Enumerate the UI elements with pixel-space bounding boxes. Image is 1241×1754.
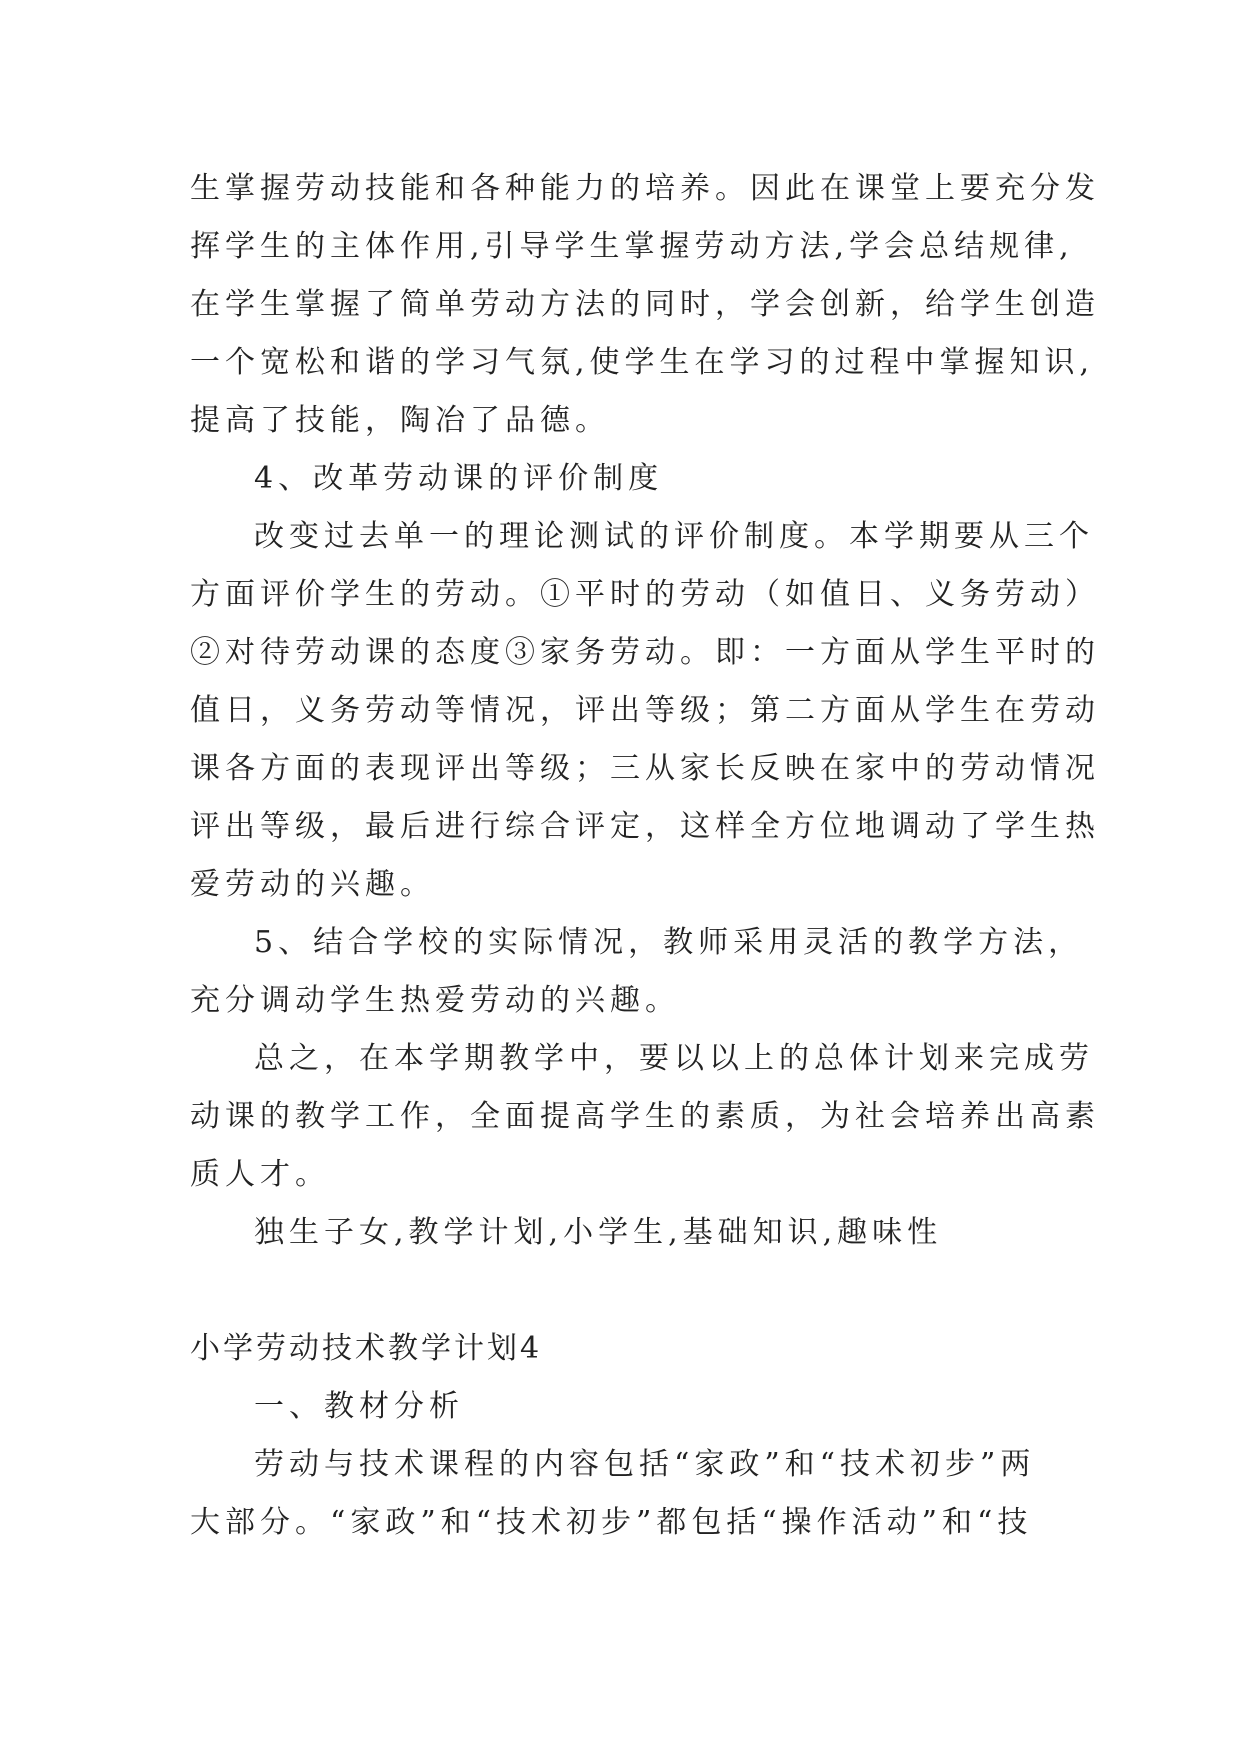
- paragraph-line: 动课的教学工作，全面提高学生的素质，为社会培养出高素: [190, 1099, 1100, 1134]
- paragraph-line: ②对待劳动课的态度③家务劳动。即：一方面从学生平时的: [190, 635, 1100, 670]
- paragraph-line: 爱劳动的兴趣。: [190, 867, 435, 902]
- paragraph-line: 挥学生的主体作用,引导学生掌握劳动方法,学会总结规律,: [190, 229, 1074, 264]
- paragraph-line: 值日，义务劳动等情况，评出等级；第二方面从学生在劳动: [190, 693, 1100, 728]
- keywords-line: 独生子女,教学计划,小学生,基础知识,趣味性: [254, 1215, 943, 1250]
- paragraph-line: 课各方面的表现评出等级；三从家长反映在家中的劳动情况: [190, 751, 1100, 786]
- paragraph-line: 总之，在本学期教学中，要以以上的总体计划来完成劳: [254, 1041, 1094, 1076]
- section-title: 小学劳动技术教学计划4: [190, 1331, 543, 1366]
- paragraph-line: 充分调动学生热爱劳动的兴趣。: [190, 983, 680, 1018]
- paragraph-line: 在学生掌握了简单劳动方法的同时，学会创新，给学生创造: [190, 287, 1100, 322]
- paragraph-line: 方面评价学生的劳动。①平时的劳动（如值日、义务劳动）: [190, 577, 1100, 612]
- paragraph-line: 劳动与技术课程的内容包括“家政”和“技术初步”两: [254, 1447, 1036, 1482]
- paragraph-line: 提高了技能，陶冶了品德。: [190, 403, 610, 438]
- section-gap: [190, 1262, 1070, 1320]
- section-heading-5: 5、结合学校的实际情况，教师采用灵活的教学方法，: [254, 925, 1084, 960]
- paragraph-line: 大部分。“家政”和“技术初步”都包括“操作活动”和“技: [190, 1505, 1033, 1540]
- paragraph-line: 评出等级，最后进行综合评定，这样全方位地调动了学生热: [190, 809, 1100, 844]
- paragraph-line: 质人才。: [190, 1157, 330, 1192]
- subsection-heading: 一、教材分析: [254, 1389, 464, 1424]
- document-body: [190, 160, 1100, 1552]
- paragraph-line: 一个宽松和谐的学习气氛,使学生在学习的过程中掌握知识,: [190, 345, 1095, 380]
- section-heading-4: 4、改革劳动课的评价制度: [254, 461, 664, 496]
- paragraph-line: 改变过去单一的理论测试的评价制度。本学期要从三个: [254, 519, 1094, 554]
- paragraph-line: 生掌握劳动技能和各种能力的培养。因此在课堂上要充分发: [190, 171, 1100, 206]
